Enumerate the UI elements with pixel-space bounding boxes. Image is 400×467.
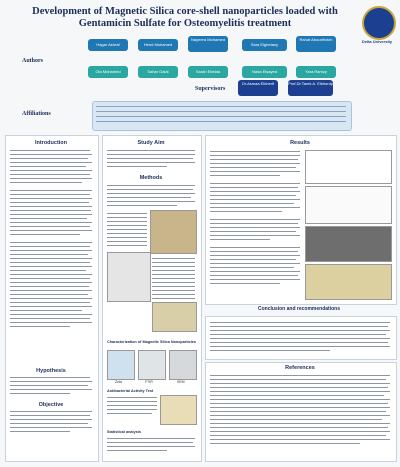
synthesis-image	[150, 210, 197, 254]
references-title: References	[285, 365, 315, 371]
author-pill: Nada Elsayed	[242, 66, 287, 78]
coating-image	[152, 302, 197, 332]
author-pill: Yara Ramzy	[296, 66, 336, 78]
sem-instrument-image	[169, 350, 197, 380]
conclusion-title: Conclusion and recommendations	[258, 306, 340, 312]
illustration-image	[107, 252, 151, 302]
results-title: Results	[290, 140, 310, 146]
author-pill: Sara Elghetany	[242, 39, 287, 51]
authors-label: Authors	[22, 58, 44, 64]
characterization-heading: Characterization of Magnetic Silica Nanoparticles	[107, 340, 197, 344]
sem-caption: SEM	[177, 380, 185, 384]
study-aim-title: Study Aim	[137, 140, 165, 146]
supervisor-pill: Prof.Dr.Tarek A. Elkhordy	[288, 80, 333, 96]
methods-title: Methods	[139, 175, 163, 181]
author-pill: Rahaf Abouelfotoh	[296, 36, 336, 52]
hypothesis-title: Hypothesis	[36, 368, 66, 374]
poster-title: Development of Magnetic Silica core-shell nanoparticles loaded with Gentamicin Sulfate for Osteomyelitis treatment	[32, 6, 338, 29]
author-pill: Hend Mohamed	[138, 39, 178, 51]
affiliations-label: Affiliations	[22, 111, 51, 117]
statistical-heading: Statistical analysis	[107, 430, 141, 434]
ftir-caption: FTIR	[145, 380, 153, 384]
objective-title: Objective	[38, 402, 64, 408]
supervisors-label: Supervisors	[195, 86, 226, 92]
author-pill: Hagar Ashraf	[88, 39, 128, 51]
author-pill: Sarah Ebeida	[188, 66, 228, 78]
zeta-caption: Zeta	[115, 380, 123, 384]
author-pill: Ola Mohamed	[88, 66, 128, 78]
zeta-instrument-image	[107, 350, 135, 380]
zeta-chart-image	[305, 150, 392, 184]
antibacterial-heading: Antibacterial Activity Test	[107, 389, 154, 393]
antibacterial-result-image	[305, 264, 392, 300]
logo-label: Delta University	[361, 39, 393, 44]
sem-image	[305, 226, 392, 262]
university-logo-icon	[362, 6, 396, 40]
author-pill: Sahar Gaiat	[138, 66, 178, 78]
introduction-title: Introduction	[34, 140, 68, 146]
author-pill: Nayeera Mohamed	[188, 36, 228, 52]
ftir-instrument-image	[138, 350, 166, 380]
supervisor-pill: Dr.Asmaa Elkherif	[238, 80, 278, 96]
petri-dish-image	[160, 395, 197, 425]
ftir-chart-image	[305, 186, 392, 224]
